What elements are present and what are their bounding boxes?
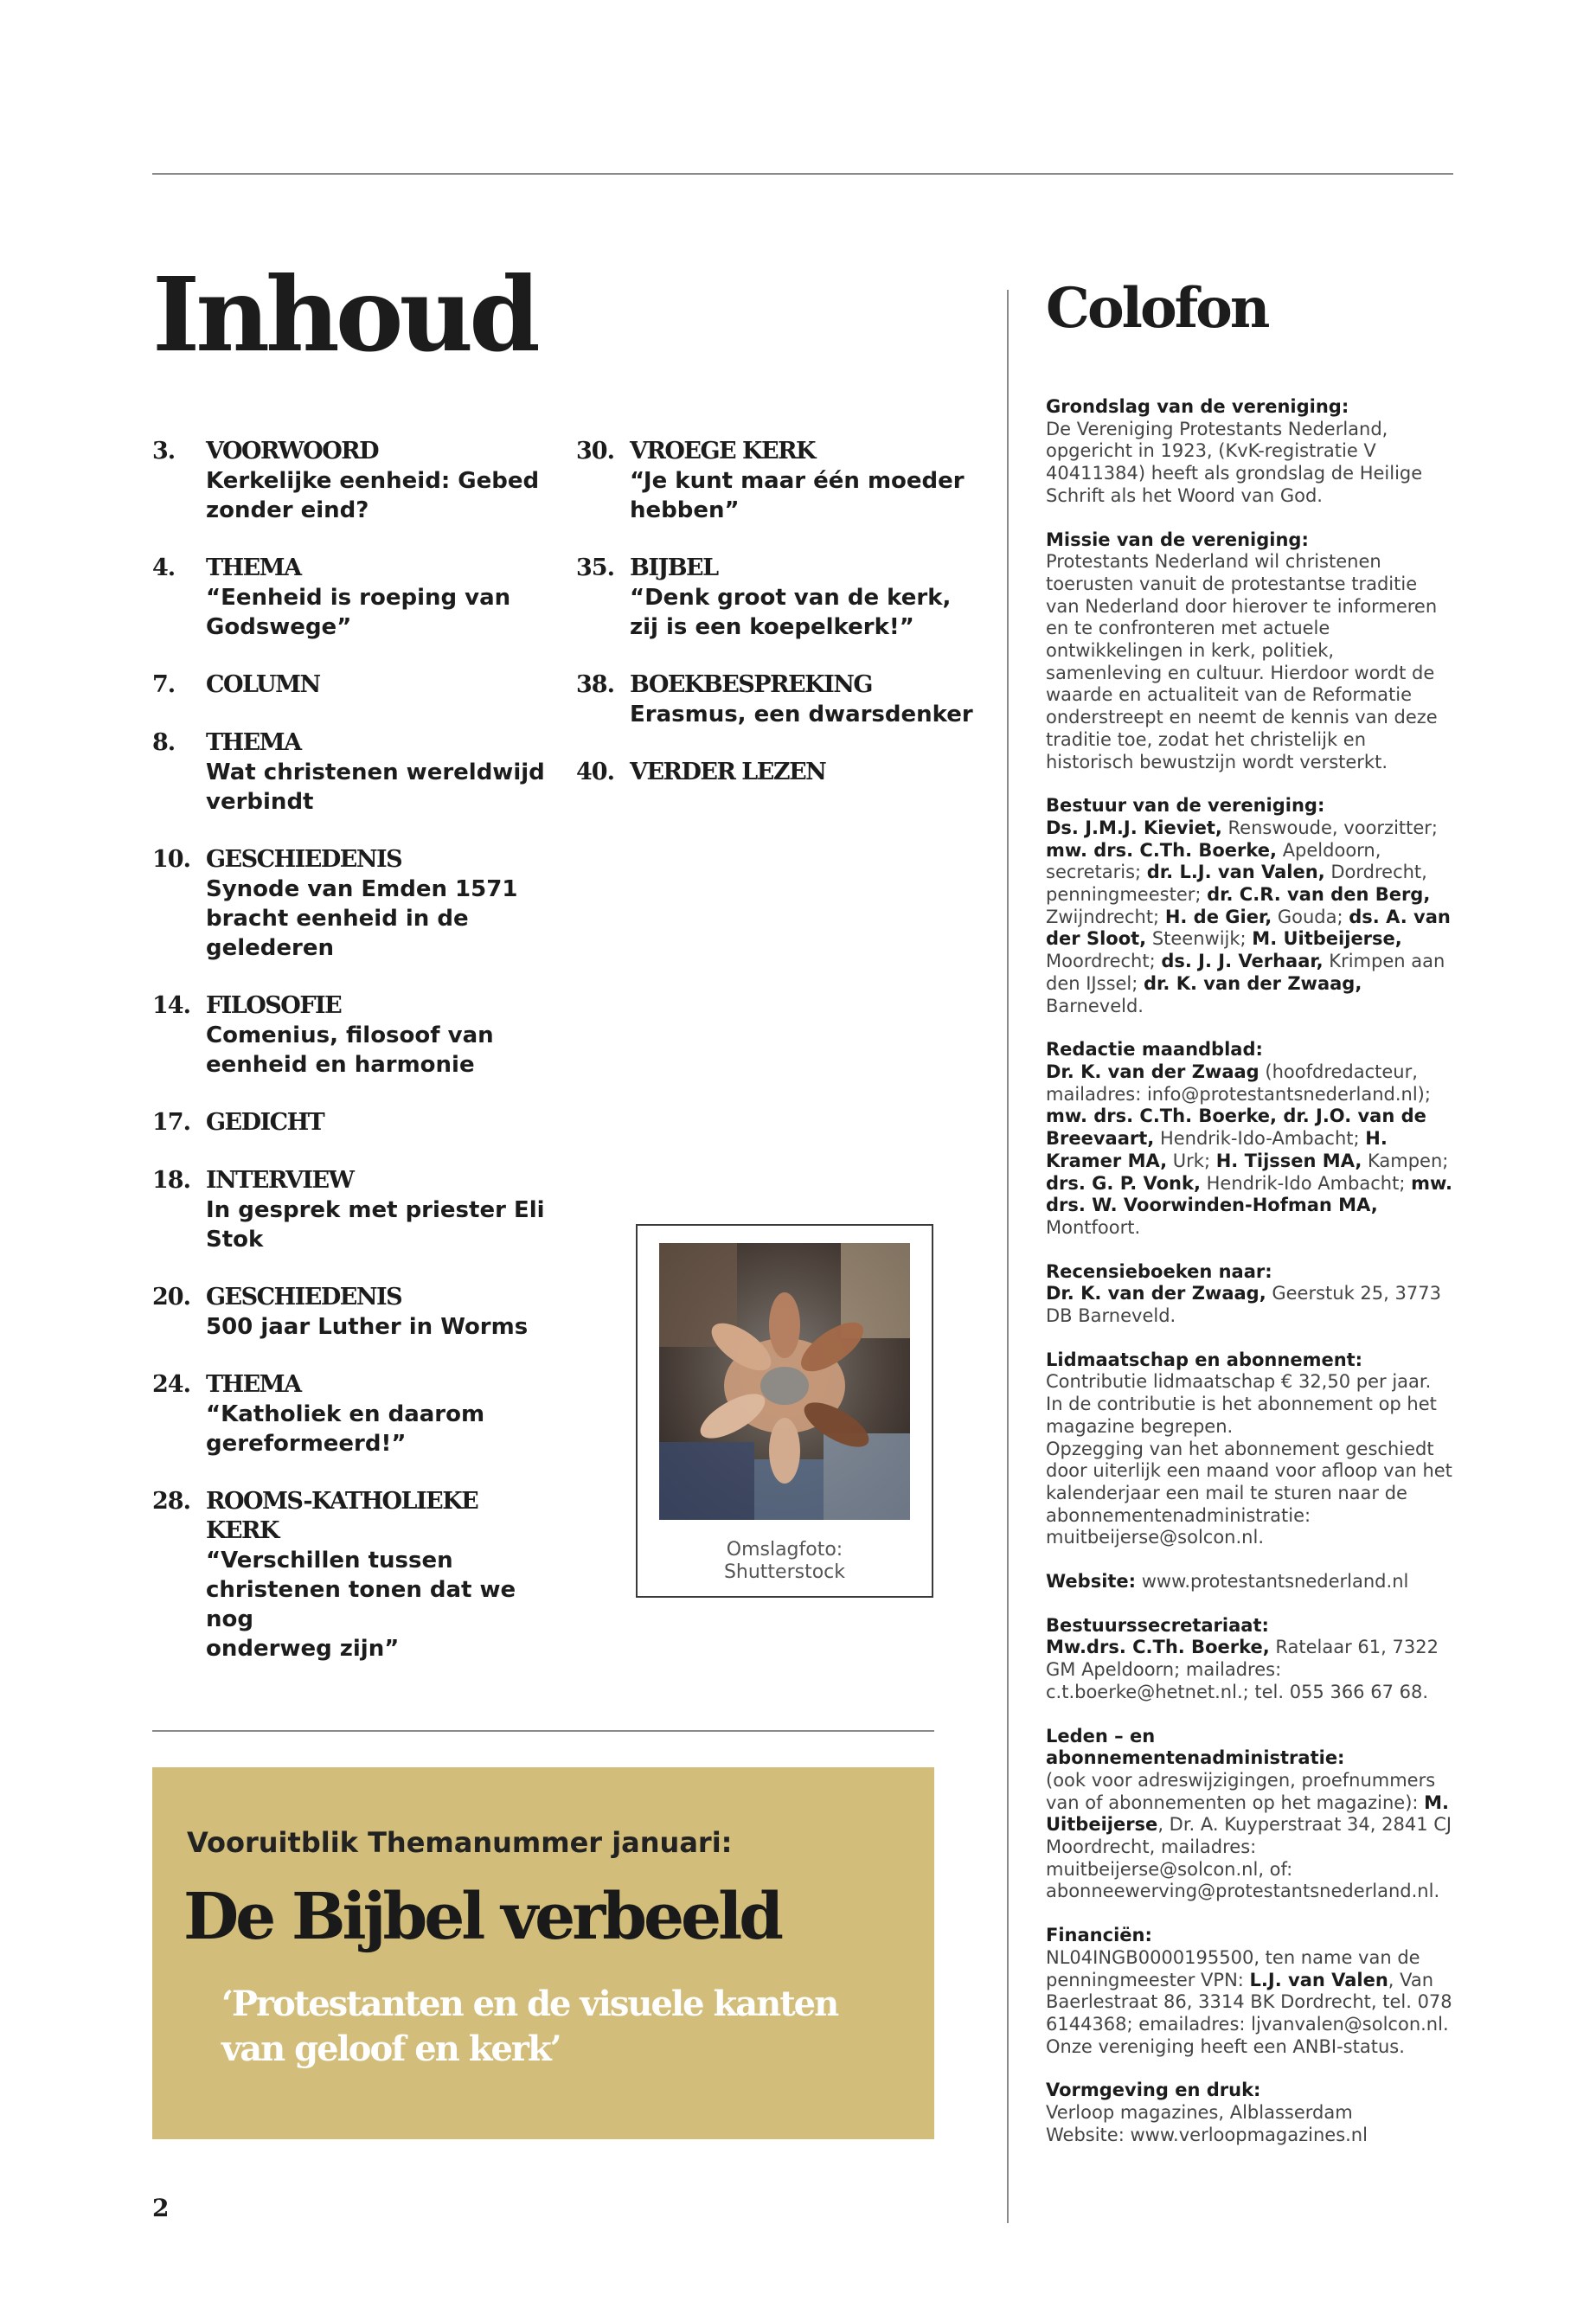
cover-photo <box>659 1243 910 1520</box>
next-issue-banner <box>152 1767 934 2139</box>
toc-entry <box>152 554 550 642</box>
toc-category: GEDICHT <box>206 1109 324 1136</box>
banner-quote: ‘Protestanten en de visuele kanten van geloof en kerk’ <box>221 1984 838 2069</box>
toc-category: VERDER LEZEN <box>630 759 826 785</box>
contents-list-left <box>152 437 550 1692</box>
toc-entry <box>152 1108 550 1138</box>
colofon-heading: Bestuur van de vereniging: <box>1046 795 1325 817</box>
toc-entry <box>576 758 974 787</box>
toc-article-title: “Je kunt maar één moeder hebben” <box>630 468 965 523</box>
toc-page-number: 35. <box>576 554 614 581</box>
toc-page-number: 28. <box>152 1488 190 1515</box>
toc-article-title: “Katholiek en daarom gereformeerd!” <box>206 1401 485 1457</box>
colofon-text: Mw.drs. C.Th. Boerke, Ratelaar 61, 7322 GM Apeldoorn; mailadres: c.t.boerke@hetnet.nl.; tel. 055 366 67 68. <box>1046 1637 1439 1702</box>
toc-entry <box>576 554 974 642</box>
colofon-section <box>1046 795 1452 1017</box>
banner-kicker: Vooruitblik Themanummer januari: <box>187 1826 733 1859</box>
toc-page-number: 14. <box>152 992 190 1019</box>
top-rule <box>152 173 1453 175</box>
colofon-section <box>1046 1571 1452 1593</box>
colofon-section <box>1046 1349 1452 1549</box>
toc-category: ROOMS-KATHOLIEKE KERK <box>206 1488 478 1544</box>
colofon-text: Dr. K. van der Zwaag (hoofdredacteur, mailadres: info@protestantsnederland.nl); mw. drs. C.Th. Boerke, dr. J.O. van de Breevaart, Hendrik-Ido-Ambacht; H. Kramer MA, Urk; H. Tijssen MA, Kampen; drs. G. P. Vonk, Hendrik-Ido Ambacht; mw. drs. W. Voorwinden-Hofman MA, Montfoort. <box>1046 1061 1453 1238</box>
colofon-text: Protestants Nederland wil christenen toerusten vanuit de protestantse traditie van Nederland door hierover te informeren en te confronteren met actuele ontwikkelingen in kerk, politiek, samenleving en cultuur. Hierdoor wordt de waarde en actualiteit van de Reformatie onderstreept en neemt de kennis van deze traditie toe, zodat het christelijk en historisch bewustzijn wordt versterkt. <box>1046 551 1438 772</box>
colofon-section <box>1046 396 1452 508</box>
colofon-text: Contributie lidmaatschap € 32,50 per jaar. In de contributie is het abonnement op het magazine begrepen. Opzegging van het abonnement geschiedt door uiterlijk een maand voor afloop van het kalenderjaar een mail te sturen naar de abonnementenadministratie: muitbeijerse@solcon.nl. <box>1046 1371 1452 1548</box>
contents-list-right <box>576 437 974 816</box>
hands-together-image <box>659 1243 910 1520</box>
toc-category: THEMA <box>206 1371 301 1398</box>
colofon-heading: Redactie maandblad: <box>1046 1039 1263 1061</box>
colofon-heading: Leden – en abonnementenadministratie: <box>1046 1725 1345 1769</box>
toc-article-title: Kerkelijke eenheid: Gebed zonder eind? <box>206 468 540 523</box>
colofon-heading: Lidmaatschap en abonnement: <box>1046 1349 1363 1370</box>
colofon-body <box>1046 396 1452 2169</box>
column-divider <box>1007 290 1009 2223</box>
toc-page-number: 7. <box>152 671 176 698</box>
toc-category: THEMA <box>206 729 301 756</box>
toc-entry <box>576 437 974 525</box>
colofon-section <box>1046 1615 1452 1704</box>
toc-article-title: Synode van Emden 1571 bracht eenheid in de gelederen <box>206 876 518 961</box>
toc-category: FILOSOFIE <box>206 992 342 1019</box>
colofon-section <box>1046 1925 1452 2058</box>
toc-entry <box>152 670 550 700</box>
colofon-text: (ook voor adreswijzigingen, proefnummers van of abonnementen op het magazine): M. Uitbeijerse, Dr. A. Kuyperstraat 34, 2841 CJ Moordrecht, mailadres: muitbeijerse@solcon.nl, of: abonneewerving@protestantsnederland.nl. <box>1046 1769 1452 1902</box>
toc-category: VROEGE KERK <box>630 438 815 465</box>
toc-article-title: Wat christenen wereldwijd verbindt <box>206 760 545 815</box>
colofon-section <box>1046 1039 1452 1239</box>
toc-category: GESCHIEDENIS <box>206 846 402 873</box>
toc-page-number: 30. <box>576 438 614 465</box>
colofon-heading: Vormgeving en druk: <box>1046 2080 1261 2101</box>
toc-entry <box>152 728 550 817</box>
toc-article-title: In gesprek met priester Eli Stok <box>206 1197 545 1253</box>
colofon-section <box>1046 529 1452 774</box>
toc-entry <box>152 1370 550 1458</box>
colofon-heading: Missie van de vereniging: <box>1046 529 1309 550</box>
toc-category: COLUMN <box>206 671 320 698</box>
toc-entry <box>152 991 550 1080</box>
colofon-section <box>1046 2080 1452 2146</box>
toc-page-number: 3. <box>152 438 176 465</box>
colofon-text: Ds. J.M.J. Kieviet, Renswoude, voorzitter; mw. drs. C.Th. Boerke, Apeldoorn, secretaris; dr. L.J. van Valen, Dordrecht, penningmeester; dr. C.R. van den Berg, Zwijndrecht; H. de Gier, Gouda; ds. A. van der Sloot, Steenwijk; M. Uitbeijerse, Moordrecht; ds. J. J. Verhaar, Krimpen aan den IJssel; dr. K. van der Zwaag, Barneveld. <box>1046 817 1451 1016</box>
toc-article-title: Erasmus, een dwarsdenker <box>630 702 973 727</box>
toc-article-title: Comenius, filosoof van eenheid en harmonie <box>206 1022 494 1078</box>
colofon-section <box>1046 1261 1452 1328</box>
toc-article-title: “Eenheid is roeping van Godswege” <box>206 585 511 640</box>
page-number: 2 <box>152 2194 170 2222</box>
colofon-heading: Grondslag van de vereniging: <box>1046 396 1349 417</box>
toc-entry <box>152 437 550 525</box>
toc-category: INTERVIEW <box>206 1167 354 1194</box>
colofon-heading: Bestuurssecretariaat: <box>1046 1614 1269 1636</box>
toc-entry <box>152 1487 550 1663</box>
colofon-heading: Financiën: <box>1046 1925 1152 1946</box>
toc-article-title: “Denk groot van de kerk, zij is een koepelkerk!” <box>630 585 952 640</box>
toc-page-number: 4. <box>152 554 176 581</box>
colofon-section <box>1046 1726 1452 1904</box>
colofon-text: Dr. K. van der Zwaag, Geerstuk 25, 3773 DB Barneveld. <box>1046 1283 1441 1327</box>
colofon-text: Verloop magazines, Alblasserdam Website: www.verloopmagazines.nl <box>1046 2102 1368 2145</box>
toc-category: VOORWOORD <box>206 438 379 465</box>
toc-entry <box>576 670 974 729</box>
toc-category: BIJBEL <box>630 554 718 581</box>
colofon-text: De Vereniging Protestants Nederland, opgericht in 1923, (KvK-registratie V 40411384) heeft als grondslag de Heilige Schrift als het Woord van God. <box>1046 418 1423 506</box>
contents-title: Inhoud <box>152 254 536 375</box>
toc-entry <box>152 1166 550 1254</box>
toc-page-number: 24. <box>152 1371 190 1398</box>
colofon-text: NL04INGB0000195500, ten name van de penningmeester VPN: L.J. van Valen, Van Baerlestraat 86, 3314 BK Dordrecht, tel. 078 6144368; emailadres: ljvanvalen@solcon.nl. Onze vereniging heeft een ANBI-status. <box>1046 1946 1452 2057</box>
toc-entry <box>152 845 550 963</box>
toc-page-number: 20. <box>152 1284 190 1311</box>
toc-category: BOEKBESPREKING <box>630 671 872 698</box>
colofon-text: Website: www.protestantsnederland.nl <box>1046 1571 1409 1593</box>
colofon-title: Colofon <box>1046 276 1268 341</box>
toc-category: THEMA <box>206 554 301 581</box>
colofon-heading: Recensieboeken naar: <box>1046 1260 1272 1282</box>
section-rule <box>152 1730 934 1732</box>
toc-article-title: 500 jaar Luther in Worms <box>206 1314 529 1340</box>
cover-photo-credit: Omslagfoto: Shutterstock <box>723 1539 846 1583</box>
toc-category: GESCHIEDENIS <box>206 1284 402 1311</box>
toc-page-number: 40. <box>576 759 614 785</box>
toc-page-number: 8. <box>152 729 176 756</box>
toc-article-title: “Verschillen tussen christenen tonen dat we nog onderweg zijn” <box>206 1548 516 1662</box>
cover-photo-frame <box>636 1224 933 1598</box>
toc-page-number: 38. <box>576 671 614 698</box>
banner-title: De Bijbel verbeeld <box>183 1880 780 1954</box>
toc-page-number: 10. <box>152 846 190 873</box>
toc-page-number: 17. <box>152 1109 190 1136</box>
toc-entry <box>152 1283 550 1342</box>
toc-page-number: 18. <box>152 1167 190 1194</box>
